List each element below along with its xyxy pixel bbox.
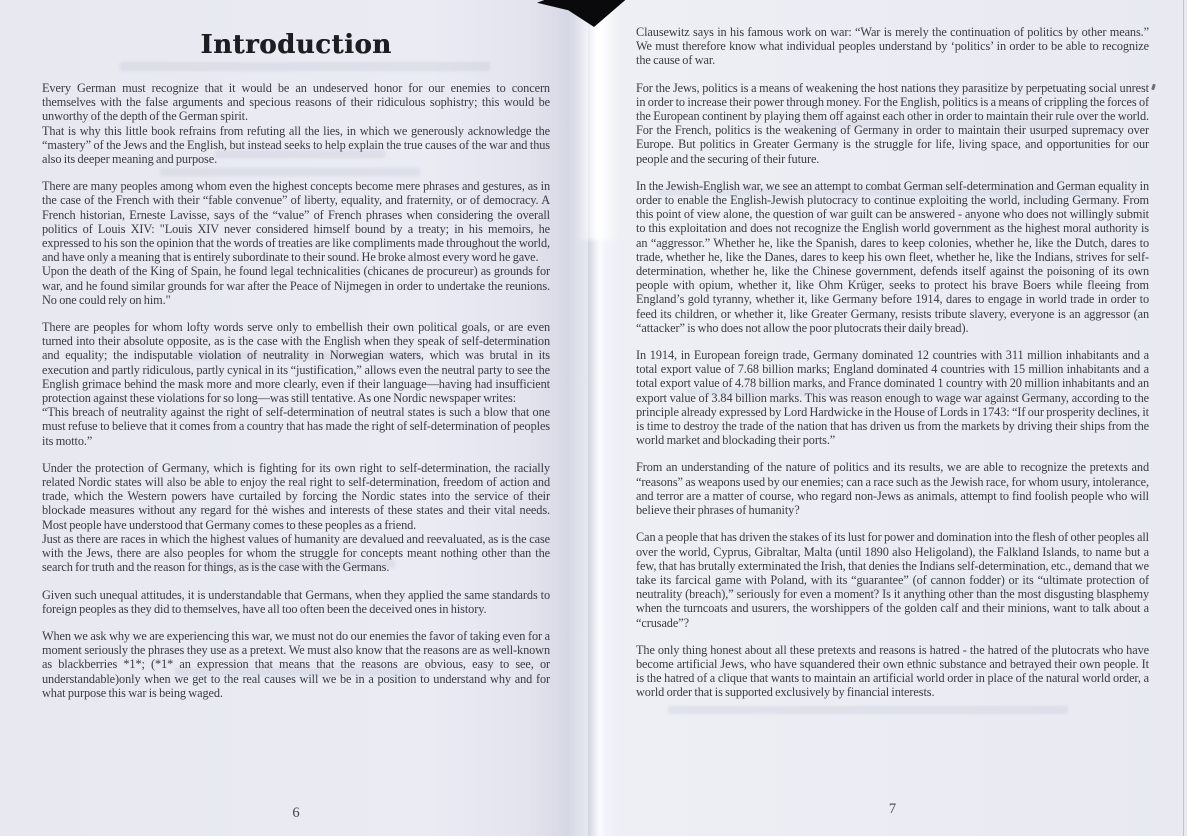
right-page-text <box>636 25 1149 777</box>
page-title: Introduction <box>200 30 392 60</box>
paragraph: Can a people that has driven the stakes of its lust for power and domination into the flesh of other peoples all over the world, Cyprus, Gibraltar, Malta (until 1890 also Heligoland), the Falkland Islands, to name but a few, that has brutally exterminated the Irish, that denies the Indians self-determination, etc., demand that we take its farcical game with Poland, with its “guarantee” (of cannon fodder) or its “ultimate protection of neutrality (breach),” seriously for even a moment? Is it anything other than the most disgusting blasphemy when the turncoats and usurers, the worshippers of the golden calf and their minions, want to talk about a “crusade”? <box>636 530 1149 630</box>
paragraph: There are peoples for whom lofty words serve only to embellish their own political goals, or are even turned into their absolute opposite, as is the case with the English when they speak of self-determination and equality; the indisputable violation of neutrality in Norwegian waters, which was brutal in its execution and partly ridiculous, partly cynical in its “justification,” allows even the neutral party to see the English grimace behind the mask more and more clearly, even if their language—having had insufficient protection against these violations for so long—was still tentative. As one Nordic newspaper writes: <box>42 320 550 406</box>
left-page-number: 6 <box>292 805 300 821</box>
paragraph: Given such unequal attitudes, it is understandable that Germans, when they applied the same standards to foreign peoples as they did to themselves, have all too often been the deceived ones in history. <box>42 587 550 616</box>
paragraph: In the Jewish-English war, we see an attempt to combat German self-determination and German equality in order to enable the English-Jewish plutocracy to continue exploiting the world, including Germany. From this point of view alone, the question of war guilt can be answered - anyone who does not willingly submit to this exploitation and does not recognize the English world government as the highest moral authority is an “aggressor.” Whether he, like the Spanish, dares to keep colonies, whether he, like the Dutch, dares to trade, whether he, like the Danes, dares to keep his own fleet, whether he, like the Indians, strives for self-determination, whether he, like the Chinese government, defends itself against the poisoning of its own people with opium, whether it, like Ohm Krüger, seeks to protect his brave Boers while fleeing from England’s gold tyranny, whether it, like Germany before 1914, dares to engage in world trade in order to feed its children, or whether it, like Greater Germany, resists tribute slavery, everyone is an aggressor (an “attacker” is who does not allow the poor plutocrats their daily bread). <box>636 178 1149 335</box>
paragraph: Clausewitz says in his famous work on war: “War is merely the continuation of politics by other means.” We must therefore know what individual peoples understand by ‘politics’ in order to be able to recognize the cause of war. <box>636 25 1149 68</box>
paragraph: Just as there are races in which the highest values of humanity are devalued and reevaluated, as is the case with the Jews, there are also peoples for whom the struggle for concepts meant nothing other than the search for truth and the reason for things, as is the case with the Germans. <box>42 531 550 575</box>
paragraph: There are many peoples among whom even the highest concepts become mere phrases and gestures, as in the case of the French with their “fable convenue” of liberty, equality, and fraternity, or of democracy. A French historian, Erneste Lavisse, says of the “value” of French phrases when considering the overall politics of Louis XIV: "Louis XIV never considered himself bound by a treaty; in his memoirs, he expressed to his son the opinion that the words of treaties are like compliments made throughout the world, and have only a meaning that is entirely subordinate to their sound. He broke almost every word he gave. <box>42 179 550 265</box>
paragraph: From an understanding of the nature of politics and its results, we are able to recognize the pretexts and “reasons” as weapons used by our enemies; can a race such as the Jewish race, for whom usury, intolerance, and terror are a matter of course, who regard non-Jews as animals, attempt to find foolish people who will believe their phrases of humanity? <box>636 460 1149 518</box>
paragraph: Under the protection of Germany, which is fighting for its own right to self-determination, the racially related Nordic states will also be able to enjoy the real right to self-determination, freedom of action and trade, which the Western powers have curtailed by forcing the Nordic states into the service of their blockade measures without any regard for thė wishes and interests of these states and their vital needs. Most people have understood that Germany comes to these peoples as a friend. <box>42 460 550 532</box>
paragraph: The only thing honest about all these pretexts and reasons is hatred - the hatred of the plutocrats who have become artificial Jews, who have squandered their own ethnic substance and betrayed their own people. It is the hatred of a clique that wants to maintain an artificial world order in place of the natural world order, a world order that is supported exclusively by financial interests. <box>636 642 1149 700</box>
paragraph: Every German must recognize that it would be an undeserved honor for our enemies to concern themselves with the false arguments and specious reasons of their ridiculous sophistry; this would be unworthy of the depth of the German spirit. <box>42 81 550 124</box>
paragraph: Upon the death of the King of Spain, he found legal technicalities (chicanes de procureur) as grounds for war, and he found similar grounds for war after the Peace of Nijmegen in order to undertake the reunions. No one could rely on him." <box>42 264 550 307</box>
paragraph: “This breach of neutrality against the right of self-determination of neutral states is such a blow that one must refuse to believe that it comes from a country that has made the right of self-determination of peoples its motto.” <box>42 405 550 448</box>
page-edge <box>1183 0 1185 836</box>
left-page-body <box>42 81 550 700</box>
left-page-text <box>42 30 550 782</box>
right-page-body <box>636 25 1149 700</box>
right-page <box>598 0 1187 836</box>
paragraph: In 1914, in European foreign trade, Germany dominated 12 countries with 311 million inhabitants and a total export value of 7.68 billion marks; England dominated 4 countries with 15 million inhabitants and a total export value of 4.78 billion marks, and France dominated 1 country with 20 million inhabitants and an export value of 3.84 billion marks. This was reason enough to wage war against Germany, according to the principle already expressed by Lord Hardwicke in the House of Lords in 1743: “If our prosperity declines, it is time to destroy the trade of the nation that has driven us from the markets by driving their ships from the world market and blockading their ports.” <box>636 348 1149 448</box>
paragraph: That is why this little book refrains from refuting all the lies, in which we generously acknowledge the “mastery” of the Jews and the English, but instead seeks to help explain the true causes of the war and thus also its deeper meaning and purpose. <box>42 123 550 167</box>
paragraph: For the Jews, politics is a means of weakening the host nations they parasitize by perpetuating social unrest in order to increase their power through money. For the English, politics is a means of crippling the forces of the European continent by playing them off against each other in order to maintain their rule over the world. For the French, politics is the weakening of Germany in order to maintain their usurped supremacy over Europe. But politics in Greater Germany is the struggle for life, living space, and opportunities for our people and the securing of their future. <box>636 80 1149 166</box>
paragraph: When we ask why we are experiencing this war, we must not do our enemies the favor of taking even for a moment seriously the phrases they use as a pretext. We must also know that the reasons are as well-known as blackberries *1*; (*1* an expression that means that the reasons are obvious, easy to see, or understandable)only when we get to the real causes will we be in a position to understand why and for what purpose this war is being waged. <box>42 628 550 700</box>
right-page-number: 7 <box>888 801 897 817</box>
